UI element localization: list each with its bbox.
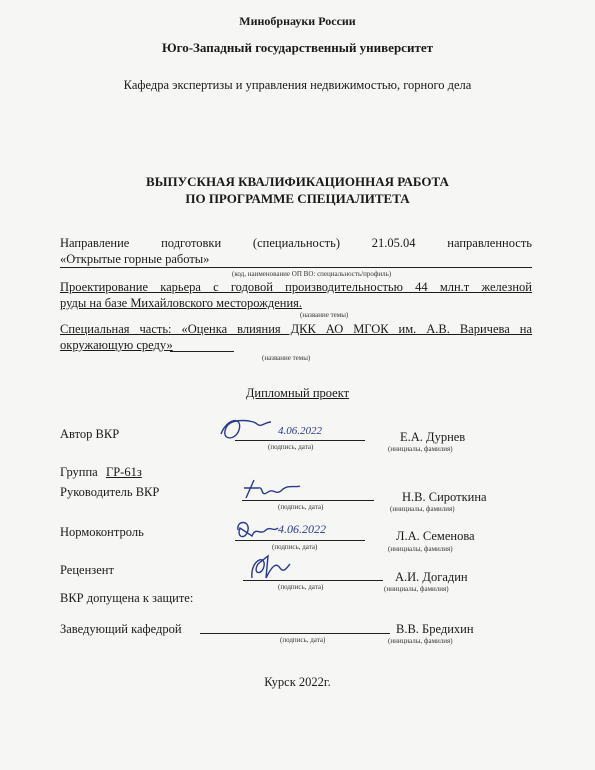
author-date: 4.06.2022 — [278, 425, 322, 437]
group-value: ГР-61з — [106, 465, 142, 479]
reviewer-signature-caption: (подпись, дата) — [278, 583, 324, 591]
normcontrol-label: Нормоконтроль — [60, 525, 144, 539]
normcontrol-name: Л.А. Семенова — [396, 529, 475, 543]
direction-caption: (код, наименование ОП ВО: специальность/профиль) — [232, 270, 392, 278]
head-signature-line — [200, 633, 390, 634]
normcontrol-signature-line — [235, 540, 365, 541]
normcontrol-signature-caption: (подпись, дата) — [272, 543, 318, 551]
work-title-line2: ПО ПРОГРАММЕ СПЕЦИАЛИТЕТА — [185, 191, 410, 206]
special-part-line1: Специальная часть: «Оценка влияния ДКК АО МГОК им. А.В. Варичева на — [60, 322, 532, 336]
ministry-title: Минобрнауки России — [239, 14, 356, 28]
direction-line1: Направление подготовки (специальность) 21.05.04 направленность — [60, 236, 532, 250]
author-name: Е.А. Дурнев — [400, 430, 466, 444]
reviewer-name-caption: (инициалы, фамилия) — [384, 585, 449, 593]
normcontrol-date: 4.06.2022 — [278, 522, 326, 536]
head-signature-caption: (подпись, дата) — [280, 636, 326, 644]
author-name-caption: (инициалы, фамилия) — [388, 445, 453, 453]
supervisor-label: Руководитель ВКР — [60, 485, 160, 499]
direction-line2: «Открытые горные работы» — [60, 252, 210, 266]
topic-line1: Проектирование карьера с годовой производительностью 44 млн.т железной — [60, 280, 532, 294]
author-signature-caption: (подпись, дата) — [268, 443, 314, 451]
admitted-label: ВКР допущена к защите: — [60, 591, 194, 605]
footer-city-year: Курск 2022г. — [264, 675, 331, 689]
direction-underline — [60, 267, 532, 268]
supervisor-name-caption: (инициалы, фамилия) — [390, 505, 455, 513]
project-type: Дипломный проект — [245, 386, 350, 400]
supervisor-signature-caption: (подпись, дата) — [278, 503, 324, 511]
normcontrol-name-caption: (инициалы, фамилия) — [388, 545, 453, 553]
author-signature-line — [235, 440, 365, 441]
reviewer-name: А.И. Догадин — [395, 570, 468, 584]
special-part-caption: (название темы) — [262, 354, 311, 362]
reviewer-signature-line — [243, 580, 383, 581]
special-part-underline — [170, 351, 234, 352]
reviewer-label: Рецензент — [60, 563, 114, 577]
head-label: Заведующий кафедрой — [60, 622, 182, 636]
group-label: Группа — [60, 465, 98, 479]
topic-caption: (название темы) — [300, 311, 349, 319]
reviewer-signature — [244, 552, 292, 587]
supervisor-signature-line — [242, 500, 374, 501]
university-title: Юго-Западный государственный университет — [162, 40, 433, 55]
author-label: Автор ВКР — [60, 427, 120, 441]
department-title: Кафедра экспертизы и управления недвижимостью, горного дела — [123, 78, 472, 92]
supervisor-name: Н.В. Сироткина — [402, 490, 487, 504]
special-part-line2: окружающую среду» — [60, 338, 173, 352]
head-name: В.В. Бредихин — [396, 622, 474, 636]
work-title-line1: ВЫПУСКНАЯ КВАЛИФИКАЦИОННАЯ РАБОТА — [146, 174, 449, 189]
head-name-caption: (инициалы, фамилия) — [388, 637, 453, 645]
topic-line2: руды на базе Михайловского месторождения. — [60, 296, 303, 310]
